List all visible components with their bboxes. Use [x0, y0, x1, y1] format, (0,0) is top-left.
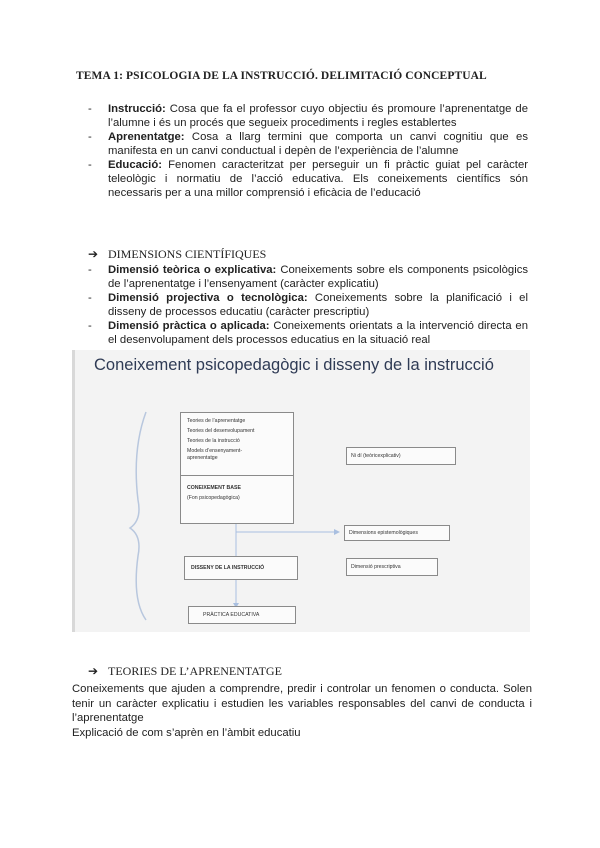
term: Dimensió pràctica o aplicada:	[108, 320, 270, 332]
section-heading-teories	[88, 664, 282, 679]
box-label: Dimensió prescriptiva	[351, 564, 401, 570]
box-line: CONEIXEMENT BASE	[187, 485, 241, 491]
term: Instrucció:	[108, 103, 166, 115]
box-label: PRÀCTICA EDUCATIVA	[203, 612, 260, 618]
box-line: Models d’ensenyament-	[187, 448, 243, 454]
box-line: aprenentatge	[187, 455, 218, 461]
definition: Coneixements orientats a la intervenció directa en el desenvolupament dels processos educatius en la situació real	[108, 320, 528, 346]
brace-line	[130, 412, 146, 620]
term: Educació:	[108, 159, 162, 171]
definition: Coneixements sobre la planificació i el disseny de processos educatiu (caràcter prescriptiu)	[108, 292, 528, 318]
box-label: Dimensions epistemològiques	[349, 530, 418, 536]
definitions-list	[88, 102, 528, 200]
arrow-right-icon: ➔	[88, 664, 99, 678]
heading-text: TEORIES DE L’APRENENTATGE	[108, 664, 282, 678]
list-item	[88, 102, 528, 130]
section-heading-dimensions	[88, 247, 266, 262]
list-item	[88, 158, 528, 200]
disseny-box	[184, 556, 298, 580]
box-line: Teories de l’aprenentatge	[187, 418, 246, 424]
heading-text: DIMENSIONS CIENTÍFIQUES	[108, 247, 267, 261]
epistemologica-box	[344, 525, 450, 541]
diagram-image	[72, 350, 530, 632]
term: Dimensió projectiva o tecnològica:	[108, 292, 308, 304]
theories-box	[180, 412, 294, 524]
definition: Cosa a llarg termini que comporta un canvi cognitiu que es manifesta en un canvi conductual i depèn de l’experiència de l’alumne	[108, 131, 528, 157]
list-item	[88, 319, 528, 347]
paragraph-line: Explicació de com s’aprèn en l’àmbit educatiu	[72, 726, 301, 739]
list-item	[88, 291, 528, 319]
box-line: Teories del desenvolupament	[187, 428, 255, 434]
teories-paragraph	[72, 682, 532, 740]
box-label: Ni dí (teòricexplicativ)	[351, 453, 401, 459]
dimensions-list	[88, 263, 528, 347]
box-line: (Fon psicopedagògica)	[187, 495, 240, 501]
divider	[181, 475, 293, 476]
page-title: TEMA 1: PSICOLOGIA DE LA INSTRUCCIÓ. DELIMITACIÓ CONCEPTUAL	[76, 70, 487, 82]
practica-box	[188, 606, 296, 624]
list-item	[88, 263, 528, 291]
definition: Cosa que fa el professor cuyo objectiu és promoure l’aprenentatge de l’alumne i és un procés que segueix procediments i regles establertes	[108, 103, 528, 129]
diagram-title: Coneixement psicopedagògic i disseny de la instrucció	[94, 356, 494, 374]
term: Aprenentatge:	[108, 131, 185, 143]
paragraph-line: Coneixements que ajuden a comprendre, predir i controlar un fenomen o conducta. Solen tenir un caràcter explicatiu i estudien les variables responsables del canvi de conducta i l’aprenentatge	[72, 683, 532, 724]
diagram-lines	[72, 350, 530, 632]
term: Dimensió teòrica o explicativa:	[108, 264, 277, 276]
definition: Coneixements sobre els components psicològics de l’aprenentatge i l’ensenyament (caràcter explicatiu)	[108, 264, 529, 290]
arrow-head	[334, 529, 340, 535]
definition: Fenomen caracteritzat per perseguir un fi pràctic guiat pel caràcter teleològic i normatiu de l’acció educativa. Els coneixements científics són necessaris per a una millor comprensió i eficàcia de l’educació	[108, 159, 528, 199]
box-label: DISSENY DE LA INSTRUCCIÓ	[191, 565, 265, 571]
explicativa-box	[346, 447, 456, 465]
box-line: Teories de la instrucció	[187, 438, 240, 444]
list-item	[88, 130, 528, 158]
prescriptiva-box	[346, 558, 438, 576]
arrow-right-icon: ➔	[88, 247, 99, 261]
